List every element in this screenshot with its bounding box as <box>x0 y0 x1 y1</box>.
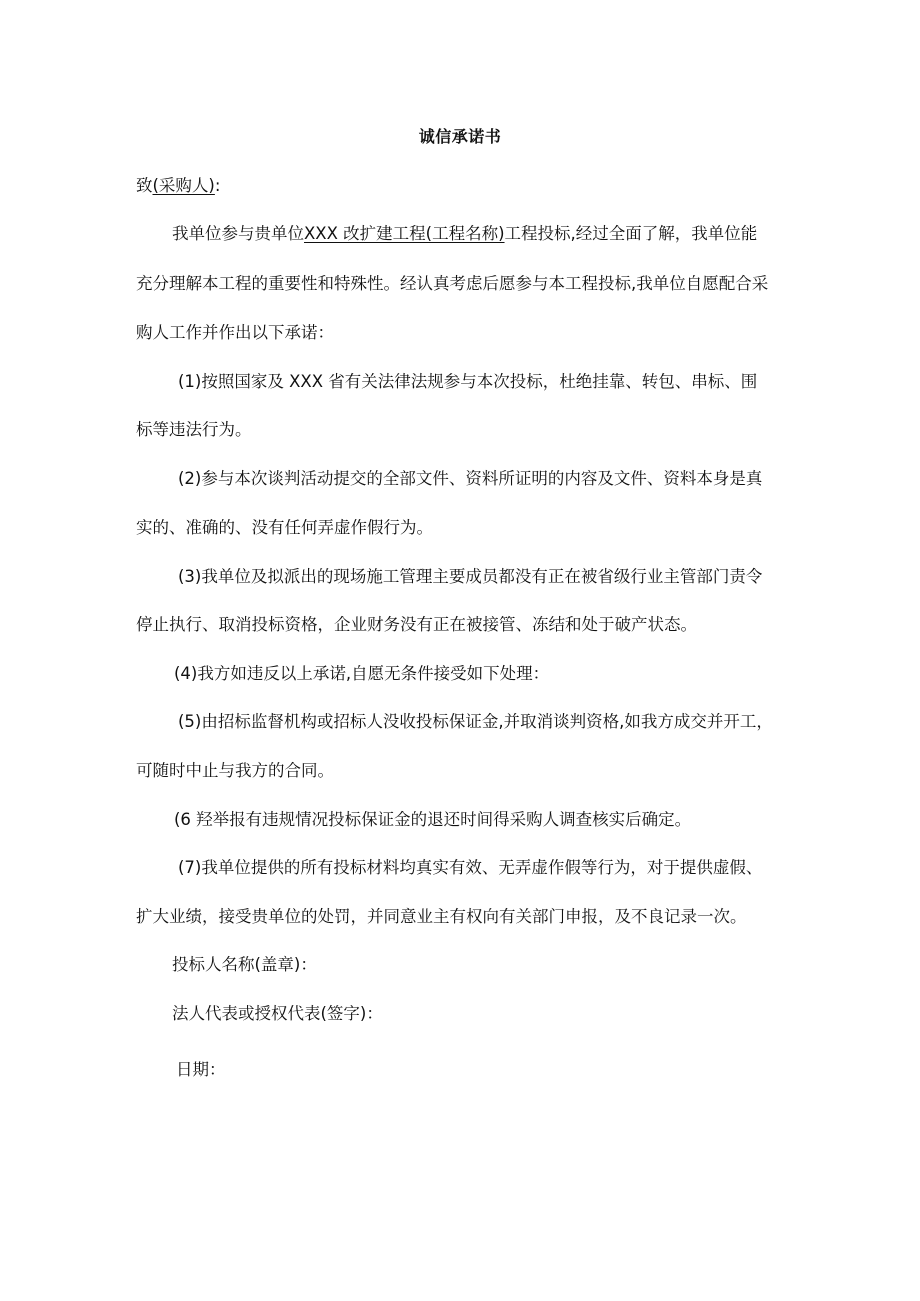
item-2-line-2: 实的、准确的、没有任何弄虚作假行为。 <box>136 518 433 537</box>
item-7-line-2: 扩大业绩，接受贵单位的处罚，并同意业主有权向有关部门申报，及不良记录一次。 <box>136 907 747 926</box>
bidder-name-label: 投标人名称(盖章)： <box>172 955 317 974</box>
item-1-line-2: 标等违法行为。 <box>136 420 252 439</box>
project-name: XXX 改扩建工程(工程名称) <box>304 224 505 243</box>
item-6-line-1: (6 羟举报有违规情况投标保证金的退还时间得采购人调查核实后确定。 <box>174 810 692 829</box>
salutation-recipient: (采购人) <box>152 176 215 195</box>
document-title: 诚信承诺书 <box>418 127 502 146</box>
salutation-suffix: : <box>214 176 221 195</box>
intro-line-2: 充分理解本工程的重要性和特殊性。经认真考虑后愿参与本工程投标,我单位自愿配合采 <box>136 274 769 293</box>
legal-rep-label: 法人代表或授权代表(签字)： <box>172 1004 383 1023</box>
item-5-line-1: (5)由招标监督机构或招标人没收投标保证金,并取消谈判资格,如我方成交并开工， <box>178 712 773 731</box>
date-label: 日期： <box>176 1060 226 1079</box>
intro-suffix: 工程投标,经过全面了解，我单位能 <box>504 224 758 243</box>
item-3-line-2: 停止执行、取消投标资格，企业财务没有正在被接管、冻结和处于破产状态。 <box>136 615 697 634</box>
item-2-line-1: (2)参与本次谈判活动提交的全部文件、资料所证明的内容及文件、资料本身是真 <box>178 469 763 488</box>
salutation <box>136 174 796 198</box>
intro-line-3: 购人工作并作出以下承诺： <box>136 323 334 342</box>
item-7-line-1: (7)我单位提供的所有投标材料均真实有效、无弄虚作假等行为，对于提供虚假、 <box>178 858 763 877</box>
item-4-line-1: (4)我方如违反以上承诺,自愿无条件接受如下处理： <box>174 664 550 683</box>
item-1-line-1: (1)按照国家及 XXX 省有关法律法规参与本次投标，杜绝挂靠、转包、串标、围 <box>178 372 758 391</box>
item-3-line-1: (3)我单位及拟派出的现场施工管理主要成员都没有正在被省级行业主管部门责令 <box>178 567 763 586</box>
intro-line-1 <box>172 222 832 246</box>
item-5-line-2: 可随时中止与我方的合同。 <box>136 761 334 780</box>
intro-prefix: 我单位参与贵单位 <box>172 224 304 243</box>
salutation-prefix: 致 <box>136 176 153 195</box>
